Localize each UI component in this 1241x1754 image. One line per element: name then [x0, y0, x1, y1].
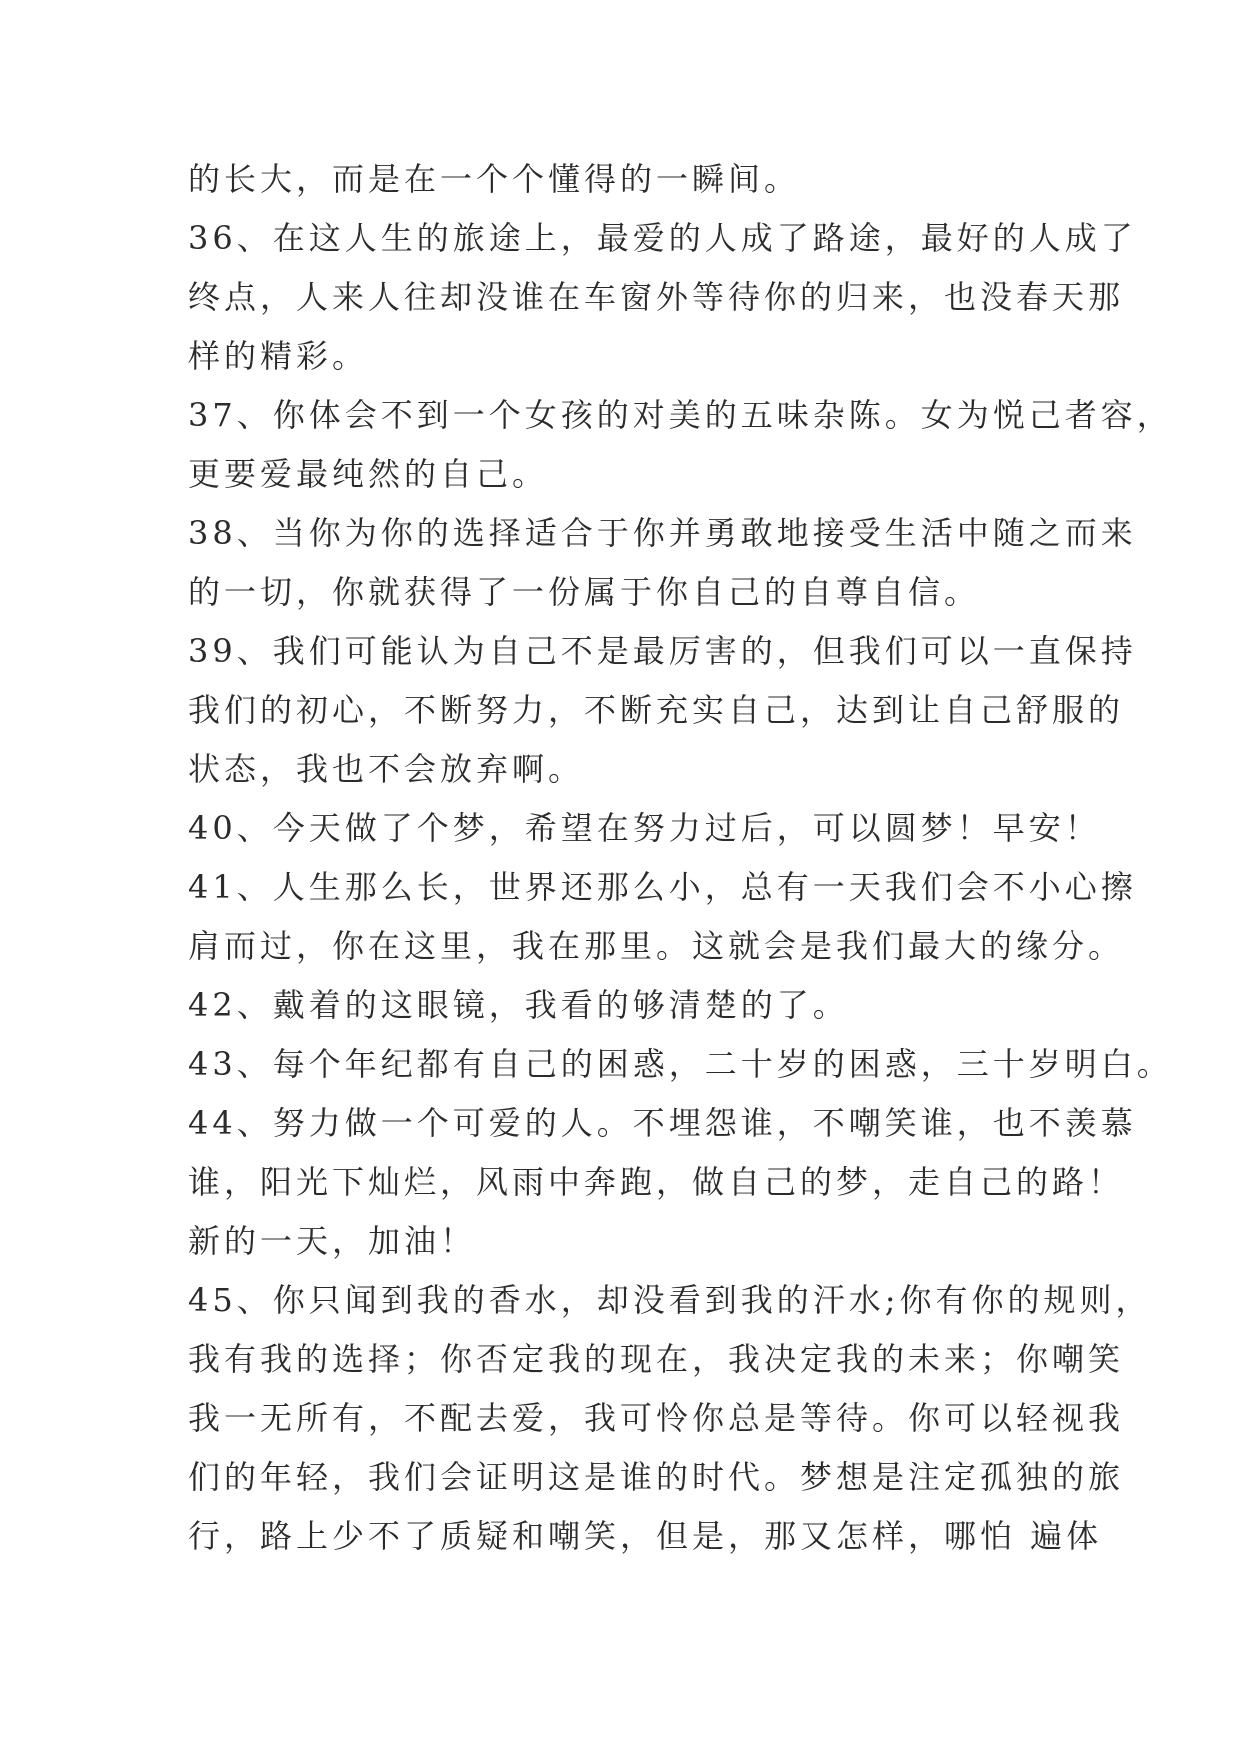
text-line: 41、人生那么长，世界还那么小，总有一天我们会不小心擦 [188, 868, 1137, 906]
text-line: 的一切，你就获得了一份属于你自己的自尊自信。 [188, 573, 981, 611]
text-line: 我一无所有，不配去爱，我可怜你总是等待。你可以轻视我 [188, 1399, 1125, 1437]
text-line: 我们的初心，不断努力，不断充实自己，达到让自己舒服的 [188, 691, 1125, 729]
quote-text-block [188, 150, 1173, 1566]
text-line: 44、努力做一个可爱的人。不埋怨谁，不嘲笑谁，也不羡慕 [188, 1104, 1137, 1142]
text-line: 42、戴着的这眼镜，我看的够清楚的了。 [188, 986, 849, 1024]
text-line: 样的精彩。 [188, 337, 369, 375]
text-line: 新的一天，加油！ [188, 1222, 477, 1260]
text-line: 45、你只闻到我的香水，却没看到我的汗水;你有你的规则， [188, 1281, 1152, 1319]
text-line: 行，路上少不了质疑和嘲笑，但是，那又怎样，哪怕 遍体 [188, 1517, 1103, 1555]
text-line: 的长大，而是在一个个懂得的一瞬间。 [188, 160, 801, 198]
text-line: 们的年轻，我们会证明这是谁的时代。梦想是注定孤独的旅 [188, 1458, 1125, 1496]
text-line: 43、每个年纪都有自己的困惑，二十岁的困惑，三十岁明白。 [188, 1045, 1173, 1083]
text-line: 更要爱最纯然的自己。 [188, 455, 549, 493]
text-line: 39、我们可能认为自己不是最厉害的，但我们可以一直保持 [188, 632, 1137, 670]
text-line: 肩而过，你在这里，我在那里。这就会是我们最大的缘分。 [188, 927, 1125, 965]
text-line: 终点，人来人往却没谁在车窗外等待你的归来，也没春天那 [188, 278, 1125, 316]
text-line: 37、你体会不到一个女孩的对美的五味杂陈。女为悦己者容， [188, 396, 1173, 434]
text-line: 40、今天做了个梦，希望在努力过后，可以圆梦！早安！ [188, 809, 1101, 847]
text-line: 36、在这人生的旅途上，最爱的人成了路途，最好的人成了 [188, 219, 1137, 257]
text-line: 38、当你为你的选择适合于你并勇敢地接受生活中随之而来 [188, 514, 1137, 552]
text-line: 状态，我也不会放弃啊。 [188, 750, 585, 788]
text-line: 我有我的选择；你否定我的现在，我决定我的未来；你嘲笑 [188, 1340, 1125, 1378]
text-line: 谁，阳光下灿烂，风雨中奔跑，做自己的梦，走自己的路！ [188, 1163, 1125, 1201]
